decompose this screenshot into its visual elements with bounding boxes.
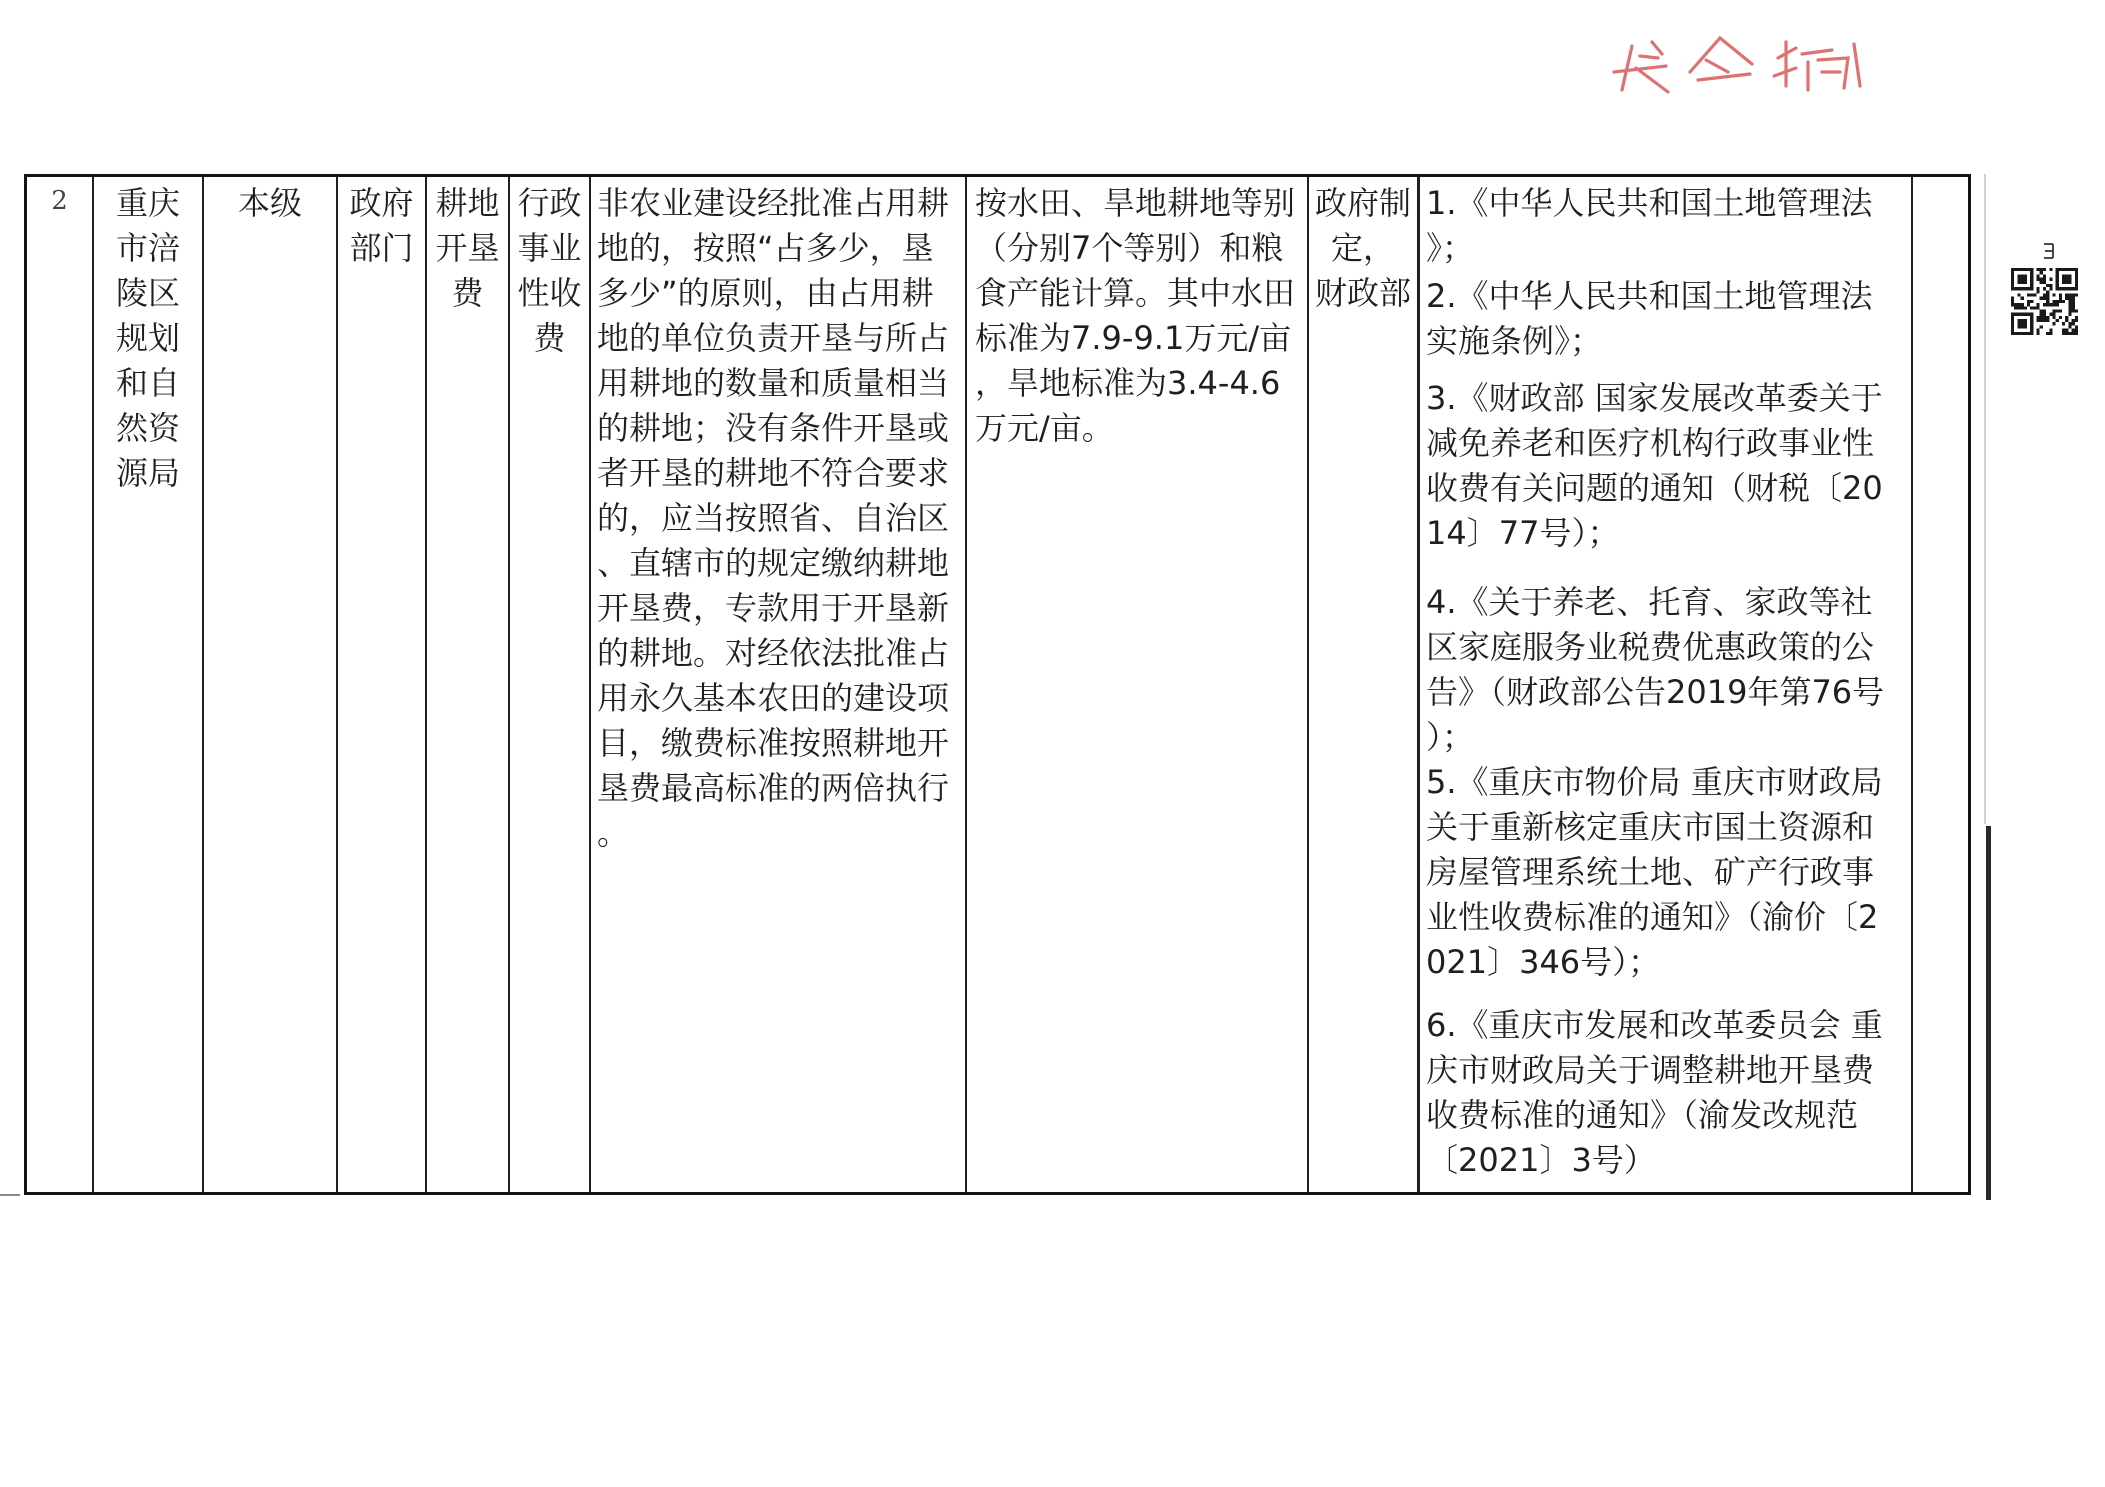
fee-description-cell: 非农业建设经批准占用耕地的，按照“占多少，垦多少”的原则，由占用耕地的单位负责开垦与所占用耕地的数量和质量相当的耕地；没有条件开垦或者开垦的耕地不符合要求的，应当按照省、自治区、直辖市的规定缴纳耕地开垦费，专款用于开垦新的耕地。对经依法批准占用永久基本农田的建设项目，缴费标准按照耕地开垦费最高标准的两倍执行。 <box>591 177 967 1192</box>
policy-basis-item: 1.《中华人民共和国土地管理法》； <box>1426 184 1873 267</box>
policy-basis-item: 3.《财政部 国家发展改革委关于减免养老和医疗机构行政事业性收费有关问题的通知（财税〔2014〕77号）； <box>1426 379 1883 552</box>
unit-type-cell: 政府部门 <box>338 177 427 1192</box>
scan-artifact-line <box>0 1194 20 1196</box>
policy-basis-item: 2.《中华人民共和国土地管理法实施条例》； <box>1426 277 1873 360</box>
policy-basis-item: 4.《关于养老、托育、家政等社区家庭服务业税费优惠政策的公告》（财政部公告2019年第76号）； <box>1426 583 1885 756</box>
remark-cell <box>1913 177 1968 1192</box>
approval-line: 政府制定， <box>1314 184 1411 267</box>
scan-mark-icon <box>2040 242 2056 260</box>
fee-category-cell: 行政事业性收费 <box>510 177 591 1192</box>
row-index: 2 <box>27 177 94 1192</box>
approval-line: 财政部 <box>1314 274 1411 312</box>
department-cell: 重庆市涪陵区规划和自然资源局 <box>94 177 204 1192</box>
fee-name-cell: 耕地开垦费 <box>427 177 510 1192</box>
policy-basis-item: 6.《重庆市发展和改革委员会 重庆市财政局关于调整耕地开垦费收费标准的通知》（渝发改规范〔2021〕3号） <box>1426 1006 1883 1179</box>
approval-authority-cell <box>1309 177 1420 1192</box>
policy-basis-item: 5.《重庆市物价局 重庆市财政局关于重新核定重庆市国土资源和房屋管理系统土地、矿产行政事业性收费标准的通知》（渝价〔2021〕346号）； <box>1426 763 1883 981</box>
seal-stamp <box>1610 28 1880 102</box>
scan-edge-bar <box>1986 826 1991 1200</box>
scan-edge-shadow <box>1984 174 1986 824</box>
fee-table-row <box>24 174 1971 1195</box>
fee-standard-cell: 按水田、旱地耕地等别（分别7个等别）和粮食产能计算。其中水田标准为7.9-9.1万元/亩，旱地标准为3.4-4.6万元/亩。 <box>967 177 1309 1192</box>
qr-code-icon <box>2011 268 2078 335</box>
level-cell: 本级 <box>204 177 338 1192</box>
policy-basis-cell <box>1420 177 1913 1192</box>
